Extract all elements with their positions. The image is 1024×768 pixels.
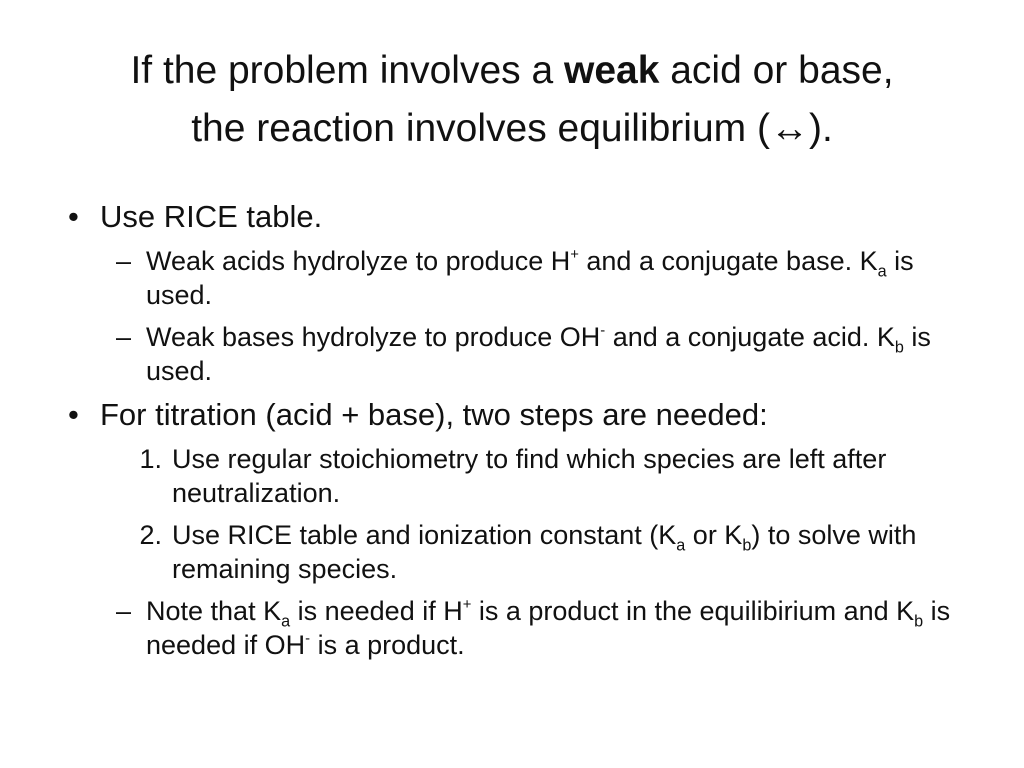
- superscript: -: [305, 630, 311, 647]
- subscript: b: [914, 612, 924, 631]
- text-run: Note that K: [146, 596, 282, 626]
- sub-bullet-text: [146, 320, 984, 388]
- bullet-marker-icon: •: [68, 199, 79, 234]
- numbered-item-2: [0, 518, 1024, 586]
- numbered-item-text: Use regular stoichiometry to find which species are left after neutralization.: [172, 444, 887, 508]
- sub-bullet-weak-acids: [0, 244, 1024, 312]
- subscript: a: [281, 612, 291, 631]
- sub-bullet-text: [146, 594, 984, 662]
- bullet-marker-icon: •: [68, 397, 79, 432]
- subscript: b: [894, 338, 904, 357]
- title-line2: the reaction involves equilibrium (↔).: [191, 107, 833, 150]
- dash-marker-icon: –: [116, 596, 132, 626]
- sub-bullet-note: [0, 594, 1024, 662]
- sub-bullet-text: [146, 244, 984, 312]
- text-run: is a product.: [310, 630, 465, 660]
- subscript: a: [676, 536, 686, 555]
- dash-marker-icon: –: [116, 246, 132, 276]
- bullet-item-titration: [0, 396, 1024, 434]
- slide-title: [40, 42, 984, 158]
- subscript: a: [877, 262, 887, 281]
- text-run: is a product in the equilibirium and K: [471, 596, 915, 626]
- superscript: +: [462, 596, 472, 613]
- text-run: ) to solve with remaining species.: [172, 520, 917, 584]
- text-run: is used.: [146, 322, 931, 386]
- sub-bullet-weak-bases: [0, 320, 1024, 388]
- bullet-item-rice-table: [0, 198, 1024, 236]
- superscript: -: [600, 322, 606, 339]
- numbered-item-1: [0, 442, 1024, 510]
- text-run: is used.: [146, 246, 914, 310]
- bullet-text: Use RICE table.: [100, 199, 323, 234]
- text-run: Use RICE table and ionization constant (K: [172, 520, 677, 550]
- bullet-text: For titration (acid + base), two steps are needed:: [100, 397, 768, 432]
- text-run: and a conjugate acid. K: [605, 322, 895, 352]
- text-run: is needed if OH: [146, 596, 951, 660]
- text-run: Weak acids hydrolyze to produce H: [146, 246, 571, 276]
- text-run: Weak bases hydrolyze to produce OH: [146, 322, 601, 352]
- text-run: or K: [685, 520, 743, 550]
- title-line1-end: acid or base,: [659, 49, 894, 92]
- text-run: is needed if H: [290, 596, 463, 626]
- numbered-item-text: [172, 518, 984, 586]
- text-run: and a conjugate base. K: [578, 246, 878, 276]
- title-line1-start: If the problem involves a: [130, 49, 564, 92]
- item-number: 1.: [139, 444, 162, 474]
- subscript: b: [742, 536, 752, 555]
- item-number: 2.: [139, 520, 162, 550]
- bullet-list: [0, 198, 1024, 670]
- superscript: +: [570, 246, 579, 263]
- dash-marker-icon: –: [116, 322, 132, 352]
- title-bold-weak: weak: [564, 49, 660, 92]
